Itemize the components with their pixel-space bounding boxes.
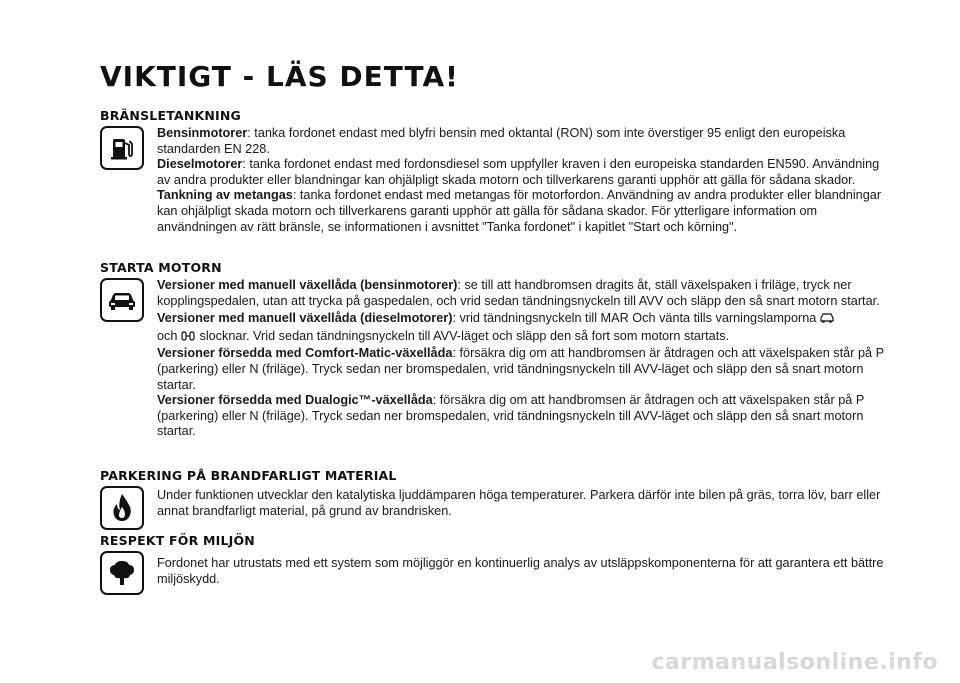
section-heading-start: STARTA MOTORN (100, 260, 222, 275)
text-manual-diesel-a: : vrid tändningsnyckeln till MAR Och vänta tills varningslamporna (452, 311, 817, 326)
warning-lamp-car-icon (819, 311, 835, 329)
lead-manual-petrol: Versioner med manuell växellåda (bensinmotorer) (157, 278, 458, 292)
paragraph-environment: Fordonet har utrustats med ett system som möjliggör en kontinuerlig analys av utsläppskomponenterna för att garantera ett bättre miljöskydd. (157, 556, 884, 586)
section-content-environment (157, 556, 885, 587)
lead-methane: Tankning av metangas (157, 188, 293, 203)
lead-dualogic: Versioner försedda med Dualogic™-växellåda (157, 393, 433, 408)
lead-diesel: Dieselmotorer (157, 157, 243, 172)
text-petrol: : tanka fordonet endast med blyfri bensin med oktantal (RON) som inte överstiger 95 enligt den europeiska standarden EN 228. (157, 126, 846, 156)
paragraph-manual-petrol (157, 278, 885, 309)
paragraph-diesel (157, 157, 885, 188)
text-manual-diesel-b: och (157, 328, 178, 343)
fuel-pump-icon (100, 126, 144, 170)
section-heading-environment: RESPEKT FÖR MILJÖN (100, 533, 255, 548)
paragraph-dualogic (157, 393, 885, 440)
watermark: carmanualsonline.info (651, 650, 938, 675)
lead-comfort-matic: Versioner försedda med Comfort-Matic-växellåda (157, 346, 453, 361)
paragraph-petrol (157, 126, 885, 157)
car-icon (100, 278, 144, 322)
section-content-fuel (157, 126, 885, 235)
section-heading-fuel: BRÄNSLETANKNING (100, 108, 242, 123)
section-content-parking (157, 488, 885, 519)
text-comfort-matic: : försäkra dig om att handbromsen är åtdragen och att växelspaken står på P (parkering) eller N (friläge). Tryck sedan ner bromspedalen, vrid tändningsnyckeln till AVV-läget och släpp den så snart motorn startar. (157, 346, 884, 392)
paragraph-comfort-matic (157, 346, 885, 393)
section-content-start (157, 278, 885, 440)
text-dualogic: : försäkra dig om att handbromsen är åtdragen och att växelspaken står på P (parkering) eller N (friläge). Tryck sedan ner bromspedalen, vrid tändningsnyckeln till AVV-läget och släpp den så snart motorn startar. (157, 393, 865, 439)
text-manual-petrol: : se till att handbromsen dragits åt, ställ växelspaken i friläge, tryck ner kopplingspedalen, utan att trycka på gaspedalen, och vrid sedan tändningsnyckeln till AVV och släpp den så snart motorn startar. (157, 278, 880, 308)
lead-petrol: Bensinmotorer (157, 126, 248, 140)
paragraph-manual-diesel (157, 311, 885, 346)
glow-plug-icon (180, 331, 196, 347)
lead-manual-diesel: Versioner med manuell växellåda (dieselmotorer) (157, 311, 453, 326)
text-methane: : tanka fordonet endast med metangas för motorfordon. Användning av andra produkter eller blandningar kan ohjälpligt skada motorn och tillverkarens garanti upphör att gälla för sådana skador. För ytterligare information om användningen av rätt bränsle, se informationen i avsnittet "Tanka fordonet" i kapitlet "Start och körning". (157, 188, 882, 234)
page-title: VIKTIGT - LÄS DETTA! (100, 60, 459, 93)
tree-icon (100, 551, 144, 595)
paragraph-methane (157, 188, 885, 235)
paragraph-parking: Under funktionen utvecklar den katalytiska ljuddämparen höga temperaturer. Parkera därför inte bilen på gräs, torra löv, barr eller annat brandfarligt material, på grund av brandrisken. (157, 488, 881, 518)
fire-icon (100, 486, 144, 530)
text-diesel: : tanka fordonet endast med fordonsdiesel som uppfyller kraven i den europeiska standarden EN590. Användning av andra produkter eller blandningar kan ohjälpligt skada motorn och tillverkarens garanti upphör att gälla för sådana skador. (157, 157, 880, 187)
section-heading-parking: PARKERING PÅ BRANDFARLIGT MATERIAL (100, 468, 397, 483)
text-manual-diesel-c: slocknar. Vrid sedan tändningsnyckeln till AVV-läget och släpp den så fort som motorn startats. (199, 328, 730, 343)
